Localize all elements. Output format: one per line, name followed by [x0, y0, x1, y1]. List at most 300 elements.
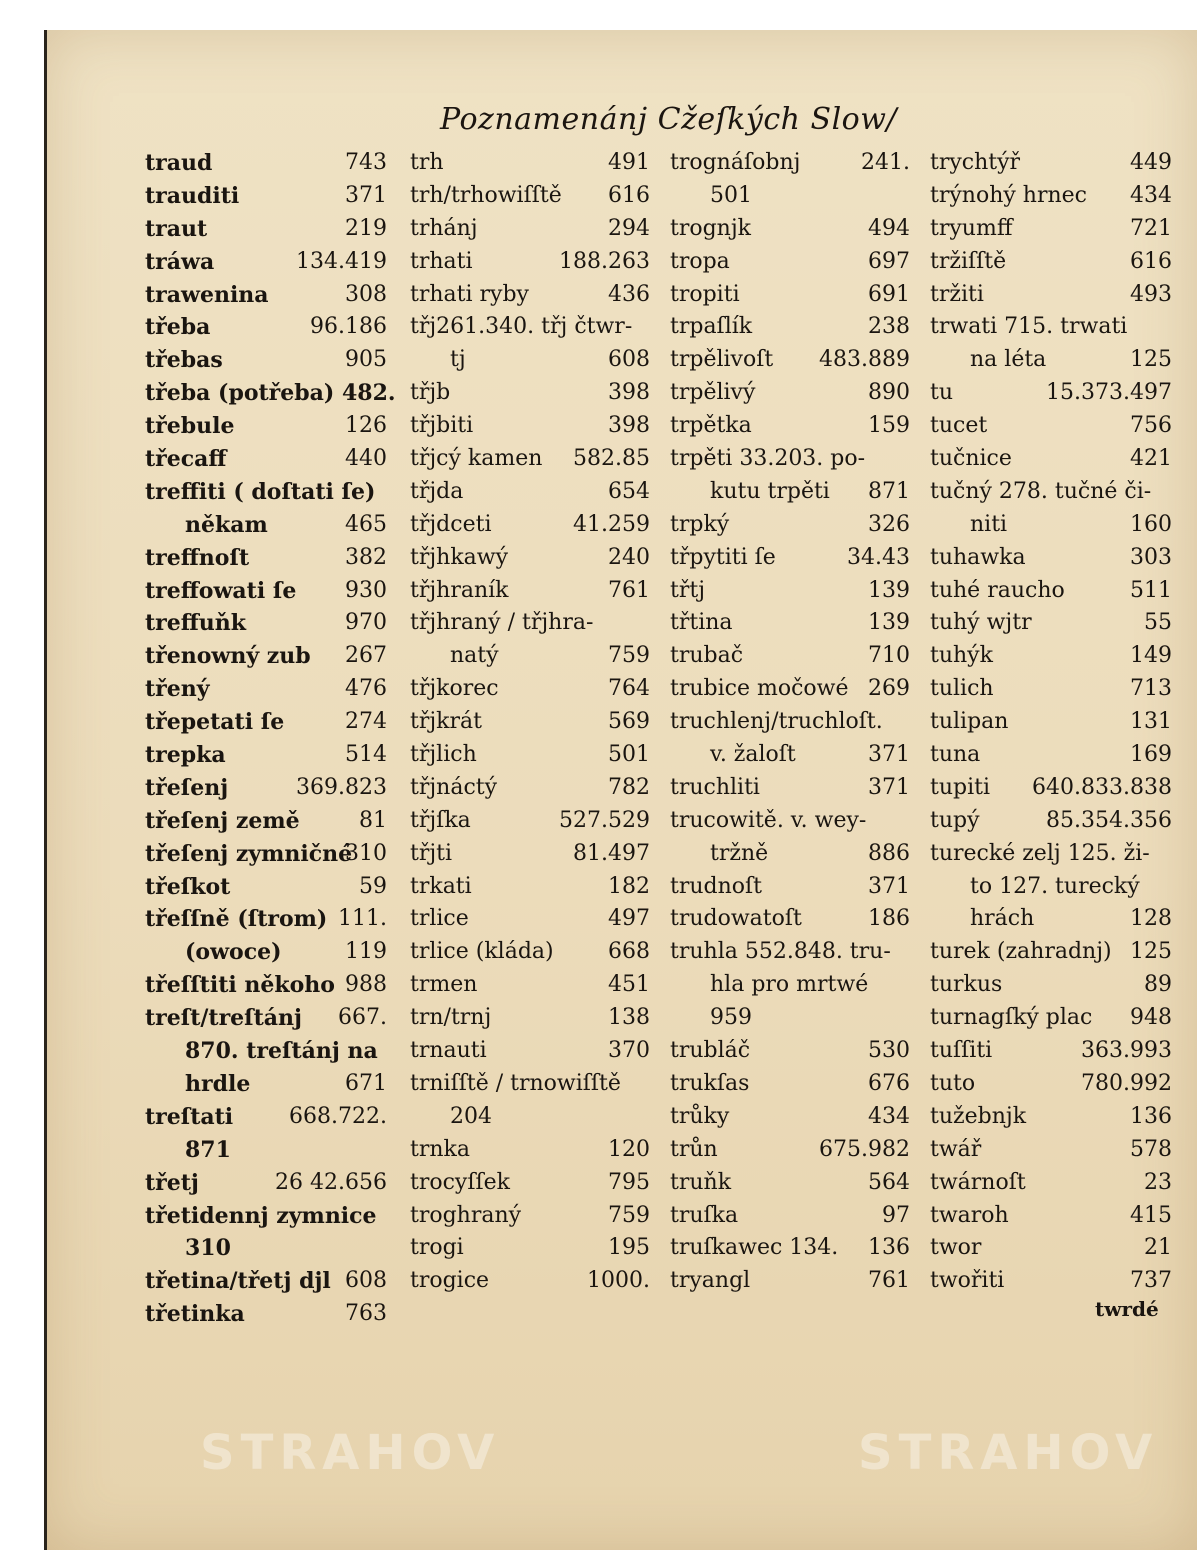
- index-entry: [145, 279, 387, 312]
- index-entry: [670, 311, 910, 344]
- entry-word: třetina/třetj djl: [145, 1268, 331, 1295]
- entry-word: trůn: [670, 1136, 718, 1162]
- entry-word: třeſkot: [145, 873, 231, 900]
- entry-page-number: 795: [608, 1169, 650, 1195]
- index-entry: [145, 1101, 387, 1134]
- entry-page-number: 886: [868, 840, 910, 866]
- entry-word: tryangl: [670, 1268, 751, 1294]
- entry-word: treſtati: [145, 1103, 234, 1130]
- index-entry: [145, 739, 387, 772]
- entry-word: na léta: [970, 347, 1047, 373]
- index-entry: [145, 1068, 387, 1101]
- index-entry: [670, 443, 910, 476]
- entry-word: třetidennj zymnice: [145, 1202, 377, 1229]
- index-entry: [145, 147, 387, 180]
- index-entry: [670, 969, 910, 1002]
- index-entry: [410, 1167, 650, 1200]
- entry-word: truchliti: [670, 774, 760, 800]
- index-entry: [930, 640, 1172, 673]
- index-entry: [670, 213, 910, 246]
- index-entry: [410, 673, 650, 706]
- entry-page-number: 274: [345, 709, 387, 735]
- index-entry: [670, 607, 910, 640]
- entry-word: tuhé raucho: [930, 577, 1065, 603]
- entry-page-number: 326: [868, 511, 910, 537]
- index-column-2: [410, 147, 650, 1298]
- entry-page-number: 126: [345, 413, 387, 439]
- entry-page-number: 26 42.656: [275, 1169, 387, 1195]
- entry-page-number: 713: [1130, 676, 1172, 702]
- entry-page-number: 511: [1130, 577, 1172, 603]
- index-entry: [670, 279, 910, 312]
- entry-word: tropiti: [670, 281, 740, 307]
- entry-word: trpělivoſt: [670, 347, 774, 373]
- entry-word: twořiti: [930, 1268, 1005, 1294]
- index-entry: [670, 1265, 910, 1298]
- entry-page-number: 756: [1130, 413, 1172, 439]
- entry-page-number: 569: [608, 709, 650, 735]
- index-entry: [410, 575, 650, 608]
- index-entry: [410, 640, 650, 673]
- index-entry: [930, 542, 1172, 575]
- entry-page-number: 436: [608, 281, 650, 307]
- entry-page-number: 616: [608, 182, 650, 208]
- entry-page-number: 761: [608, 577, 650, 603]
- entry-word: trlice: [410, 906, 469, 932]
- entry-word: třeſenj země: [145, 807, 300, 834]
- index-entry: [930, 443, 1172, 476]
- entry-page-number: 497: [608, 906, 650, 932]
- index-entry: [410, 410, 650, 443]
- entry-page-number: 308: [345, 281, 387, 307]
- index-entry: [930, 1167, 1172, 1200]
- entry-page-number: 501: [608, 742, 650, 768]
- index-column-3: [670, 147, 910, 1298]
- entry-word: hrách: [970, 906, 1035, 932]
- entry-word: třjb: [410, 380, 451, 406]
- entry-word: trpělivý: [670, 380, 756, 406]
- index-entry: [670, 1134, 910, 1167]
- index-entry: [145, 1002, 387, 1035]
- entry-word: třjcý kamen: [410, 446, 543, 472]
- entry-page-number: 303: [1130, 544, 1172, 570]
- entry-page-number: 169: [1130, 742, 1172, 768]
- entry-word: tucet: [930, 413, 988, 439]
- index-entry: [145, 706, 387, 739]
- index-entry: [930, 903, 1172, 936]
- index-entry: [670, 509, 910, 542]
- index-entry: [930, 871, 1172, 904]
- entry-word: tropa: [670, 248, 730, 274]
- entry-page-number: 415: [1130, 1202, 1172, 1228]
- index-entry: [670, 772, 910, 805]
- index-entry: [410, 1134, 650, 1167]
- entry-page-number: 948: [1130, 1005, 1172, 1031]
- index-entry: [410, 969, 650, 1002]
- index-entry: [930, 1002, 1172, 1035]
- entry-word: trůky: [670, 1103, 730, 1129]
- entry-page-number: 149: [1130, 643, 1172, 669]
- entry-word: někam: [185, 511, 268, 538]
- entry-page-number: 440: [345, 446, 387, 472]
- entry-word: trniſſtě / trnowiſſtě: [410, 1070, 621, 1096]
- entry-word: trogice: [410, 1268, 490, 1294]
- entry-word: turek (zahradnj): [930, 939, 1112, 965]
- entry-page-number: 970: [345, 610, 387, 636]
- entry-word: třený: [145, 676, 210, 703]
- index-entry: [145, 410, 387, 443]
- entry-word: trhati ryby: [410, 281, 529, 307]
- entry-word: tržně: [710, 840, 769, 866]
- entry-word: třjlich: [410, 742, 477, 768]
- entry-page-number: 491: [608, 150, 650, 175]
- entry-page-number: 493: [1130, 281, 1172, 307]
- entry-word: truňk: [670, 1169, 732, 1195]
- entry-word: tj: [450, 347, 466, 373]
- entry-page-number: 871: [868, 478, 910, 504]
- entry-page-number: 238: [868, 314, 910, 340]
- watermark-right: STRAHOV: [858, 1425, 1159, 1481]
- entry-word: trauditi: [145, 182, 240, 209]
- index-entry: [670, 410, 910, 443]
- entry-word: třebas: [145, 347, 223, 374]
- entry-word: trepka: [145, 742, 226, 769]
- index-entry: [410, 739, 650, 772]
- index-entry: [670, 1068, 910, 1101]
- entry-word: 959: [710, 1005, 752, 1031]
- index-entry: [930, 936, 1172, 969]
- index-entry: [930, 1265, 1172, 1298]
- index-entry: [670, 1232, 910, 1265]
- index-entry: [145, 180, 387, 213]
- index-entry: [930, 1035, 1172, 1068]
- entry-page-number: 241.: [861, 150, 910, 175]
- index-entry: [145, 1134, 387, 1167]
- entry-page-number: 160: [1130, 511, 1172, 537]
- entry-word: třjdceti: [410, 511, 492, 537]
- entry-word: trlice (kláda): [410, 939, 554, 965]
- index-entry: [930, 838, 1172, 871]
- index-entry: [410, 1101, 650, 1134]
- entry-page-number: 465: [345, 511, 387, 537]
- index-entry: [930, 772, 1172, 805]
- index-entry: [670, 147, 910, 180]
- index-entry: [145, 1167, 387, 1200]
- index-entry: [670, 1200, 910, 1233]
- entry-page-number: 119: [345, 939, 387, 965]
- index-entry: [145, 1232, 387, 1265]
- entry-word: třjſka: [410, 807, 471, 833]
- index-entry: [410, 246, 650, 279]
- entry-page-number: 676: [868, 1070, 910, 1096]
- entry-word: trn/trnj: [410, 1005, 492, 1031]
- entry-word: trpký: [670, 511, 730, 537]
- entry-page-number: 188.263: [559, 248, 650, 274]
- entry-word: trhati: [410, 248, 473, 274]
- entry-word: třeſenj zymničné: [145, 840, 353, 867]
- index-entry: [670, 706, 910, 739]
- index-entry: [670, 673, 910, 706]
- entry-word: trh: [410, 150, 444, 175]
- index-entry: [410, 838, 650, 871]
- entry-page-number: 81: [359, 807, 387, 833]
- index-entry: [670, 903, 910, 936]
- index-entry: [145, 311, 387, 344]
- entry-page-number: 721: [1130, 215, 1172, 241]
- entry-page-number: 514: [345, 742, 387, 768]
- entry-word: tučný 278. tučné či-: [930, 478, 1152, 504]
- entry-word: hrdle: [185, 1070, 251, 1097]
- entry-page-number: 564: [868, 1169, 910, 1195]
- index-entry: [930, 739, 1172, 772]
- index-entry: [930, 1101, 1172, 1134]
- index-column-1: [145, 147, 396, 1331]
- entry-word: třjhraný / třjhra-: [410, 610, 594, 636]
- entry-word: tráwa: [145, 248, 215, 275]
- entry-word: treffiti ( doſtati ſe): [145, 478, 376, 505]
- entry-word: trnauti: [410, 1038, 487, 1064]
- entry-page-number: 195: [608, 1235, 650, 1261]
- entry-page-number: 186: [868, 906, 910, 932]
- index-entry: [930, 1232, 1172, 1265]
- entry-page-number: 34.43: [847, 544, 910, 570]
- index-entry: [145, 1298, 387, 1331]
- entry-word: niti: [970, 511, 1008, 537]
- index-entry: [410, 1068, 650, 1101]
- entry-page-number: 371: [868, 742, 910, 768]
- entry-word: treffnoſt: [145, 544, 250, 571]
- entry-page-number: 764: [608, 676, 650, 702]
- entry-page-number: 89: [1144, 972, 1172, 998]
- entry-page-number: 111.: [338, 906, 387, 932]
- index-entry: [145, 969, 387, 1002]
- index-entry: [930, 377, 1172, 410]
- entry-page-number: 710: [868, 643, 910, 669]
- index-entry: [410, 1232, 650, 1265]
- entry-word: třtina: [670, 610, 733, 636]
- index-entry: [410, 509, 650, 542]
- entry-word: (owoce): [185, 939, 282, 966]
- entry-word: třjhraník: [410, 577, 509, 603]
- entry-page-number: 449: [1130, 150, 1172, 175]
- entry-page-number: 310: [345, 840, 387, 866]
- entry-word: 871: [185, 1136, 231, 1163]
- index-entry: [145, 344, 387, 377]
- entry-page-number: 125: [1130, 347, 1172, 373]
- index-entry: [145, 443, 387, 476]
- entry-page-number: 483.889: [819, 347, 910, 373]
- entry-page-number: 269: [868, 676, 910, 702]
- index-entry: [930, 673, 1172, 706]
- entry-page-number: 138: [608, 1005, 650, 1031]
- entry-word: třjbiti: [410, 413, 474, 439]
- entry-word: trwati 715. trwati: [930, 314, 1128, 340]
- index-entry: [670, 739, 910, 772]
- entry-page-number: 451: [608, 972, 650, 998]
- index-entry: [670, 1002, 910, 1035]
- entry-page-number: 761: [868, 1268, 910, 1294]
- index-entry: [410, 377, 650, 410]
- entry-word: trawenina: [145, 281, 269, 308]
- index-entry: [930, 246, 1172, 279]
- entry-page-number: 398: [608, 380, 650, 406]
- entry-word: turnagſký plac: [930, 1005, 1093, 1031]
- entry-word: treffowati ſe: [145, 577, 297, 604]
- entry-word: třeſſně (ſtrom): [145, 906, 328, 933]
- index-entry: [410, 443, 650, 476]
- entry-word: tupý: [930, 807, 980, 833]
- index-entry: [670, 805, 910, 838]
- page-title: Poznamenánj Cžeſkých Slow/: [440, 102, 898, 137]
- index-entry: [670, 344, 910, 377]
- entry-page-number: 527.529: [559, 807, 650, 833]
- entry-word: trudnoſt: [670, 873, 763, 899]
- entry-word: třjnáctý: [410, 774, 498, 800]
- index-entry: [145, 575, 387, 608]
- entry-word: tulich: [930, 676, 994, 702]
- index-entry: [410, 476, 650, 509]
- entry-page-number: 763: [345, 1301, 387, 1327]
- entry-page-number: 398: [608, 413, 650, 439]
- entry-page-number: 125: [1130, 939, 1172, 965]
- entry-word: třetinka: [145, 1301, 245, 1328]
- entry-page-number: 55: [1144, 610, 1172, 636]
- index-entry: [670, 542, 910, 575]
- entry-word: trudowatoſt: [670, 906, 802, 932]
- index-entry: [930, 344, 1172, 377]
- index-entry: [930, 1134, 1172, 1167]
- entry-word: trogi: [410, 1235, 464, 1261]
- entry-word: traud: [145, 150, 213, 176]
- entry-word: trubač: [670, 643, 744, 669]
- index-entry: [410, 180, 650, 213]
- entry-word: tuhawka: [930, 544, 1026, 570]
- entry-word: twaroh: [930, 1202, 1009, 1228]
- index-entry: [670, 180, 910, 213]
- entry-page-number: 371: [868, 774, 910, 800]
- entry-page-number: 371: [868, 873, 910, 899]
- entry-page-number: 85.354.356: [1046, 807, 1172, 833]
- entry-page-number: 530: [868, 1038, 910, 1064]
- index-entry: [670, 838, 910, 871]
- index-entry: [930, 311, 1172, 344]
- index-entry: [145, 509, 387, 542]
- index-entry: [670, 575, 910, 608]
- index-entry: [410, 936, 650, 969]
- entry-page-number: 363.993: [1081, 1038, 1172, 1064]
- entry-word: trocyſſek: [410, 1169, 510, 1195]
- entry-page-number: 759: [608, 1202, 650, 1228]
- index-entry: [670, 1101, 910, 1134]
- entry-word: třj261.340. třj čtwr-: [410, 314, 633, 340]
- index-entry: [930, 410, 1172, 443]
- entry-word: trkati: [410, 873, 472, 899]
- entry-page-number: 369.823: [296, 774, 387, 800]
- index-entry: [145, 1200, 387, 1233]
- index-entry: [930, 279, 1172, 312]
- entry-word: třtj: [670, 577, 706, 603]
- index-entry: [670, 640, 910, 673]
- entry-word: tryumff: [930, 215, 1013, 241]
- index-entry: [145, 772, 387, 805]
- watermark-left: STRAHOV: [200, 1425, 501, 1481]
- index-entry: [145, 476, 387, 509]
- entry-word: turkus: [930, 972, 1003, 998]
- entry-page-number: 578: [1130, 1136, 1172, 1162]
- index-entry: [410, 805, 650, 838]
- entry-word: třjti: [410, 840, 453, 866]
- entry-word: hla pro mrtwé: [710, 972, 869, 998]
- entry-word: twárnoſt: [930, 1169, 1026, 1195]
- index-entry: [145, 903, 387, 936]
- entry-page-number: 294: [608, 215, 650, 241]
- entry-page-number: 81.497: [573, 840, 650, 866]
- entry-word: 204: [450, 1103, 492, 1129]
- entry-word: tržiſſtě: [930, 248, 1007, 274]
- entry-page-number: 737: [1130, 1268, 1172, 1294]
- entry-page-number: 159: [868, 413, 910, 439]
- index-entry: [410, 903, 650, 936]
- index-entry: [670, 476, 910, 509]
- entry-word: třjhkawý: [410, 544, 509, 570]
- entry-page-number: 41.259: [573, 511, 650, 537]
- entry-word: trukſas: [670, 1070, 750, 1096]
- index-entry: [410, 542, 650, 575]
- entry-word: tupiti: [930, 774, 991, 800]
- entry-page-number: 759: [608, 643, 650, 669]
- entry-word: třeſſtiti někoho: [145, 972, 335, 999]
- entry-page-number: 240: [608, 544, 650, 570]
- entry-page-number: 582.85: [573, 446, 650, 472]
- entry-page-number: 743: [345, 150, 387, 175]
- index-entry: [930, 607, 1172, 640]
- entry-word: trucowitě. v. wey-: [670, 807, 867, 833]
- entry-word: v. žaloſt: [710, 742, 796, 768]
- entry-word: trýnohý hrnec: [930, 182, 1087, 208]
- entry-page-number: 120: [608, 1136, 650, 1162]
- index-entry: [410, 1035, 650, 1068]
- entry-word: twář: [930, 1136, 982, 1162]
- index-entry: [145, 377, 396, 410]
- index-entry: [930, 147, 1172, 180]
- entry-word: třpytiti ſe: [670, 544, 776, 570]
- index-entry: [670, 1167, 910, 1200]
- entry-word: 870. treſtánj na: [185, 1038, 378, 1065]
- entry-word: třjda: [410, 478, 464, 504]
- entry-page-number: 382: [345, 544, 387, 570]
- index-entry: [670, 377, 910, 410]
- index-entry: [145, 936, 387, 969]
- entry-page-number: 434: [1130, 182, 1172, 208]
- entry-word: treſt/treſtánj: [145, 1005, 302, 1032]
- index-entry: [410, 213, 650, 246]
- index-entry: [930, 969, 1172, 1002]
- entry-word: natý: [450, 643, 499, 669]
- entry-page-number: 96.186: [310, 314, 387, 340]
- entry-page-number: 371: [345, 182, 387, 208]
- entry-word: trpaſlík: [670, 314, 753, 340]
- index-entry: [930, 180, 1172, 213]
- entry-word: tuſſiti: [930, 1038, 993, 1064]
- entry-page-number: 1000.: [587, 1268, 650, 1294]
- entry-page-number: 134.419: [296, 248, 387, 274]
- entry-word: troghraný: [410, 1202, 522, 1228]
- catchword: twrdé: [1095, 1297, 1159, 1321]
- entry-page-number: 668.722.: [289, 1103, 387, 1129]
- entry-word: tučnice: [930, 446, 1012, 472]
- entry-word: třecaff: [145, 446, 227, 473]
- entry-word: truhla 552.848. tru-: [670, 939, 891, 965]
